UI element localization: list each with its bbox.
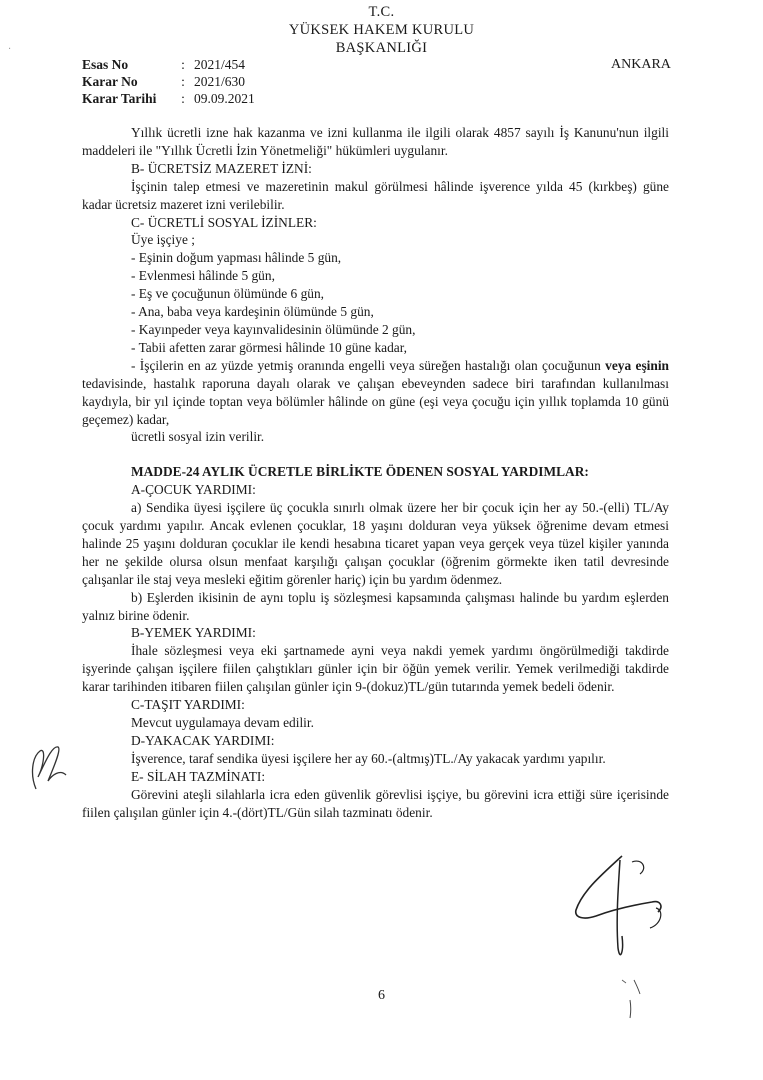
list-item: - Evlenmesi hâlinde 5 gün, (131, 268, 275, 284)
list-item: - Eş ve çocuğunun ölümünde 6 gün, (131, 286, 325, 302)
page-number: 6 (378, 988, 385, 1003)
meta-label: Karar Tarihi (82, 91, 157, 106)
list-item: - Tabii afetten zarar görmesi hâlinde 10 güne kadar, (131, 339, 408, 355)
meta-value: 2021/454 (194, 57, 246, 72)
meta-row (82, 56, 255, 73)
text-span: - İşçilerin en az yüzde yetmiş oranında engelli veya süreğen hastalığı olan çocuğunun (131, 357, 606, 373)
meta-row (82, 73, 255, 90)
unpaid-leave-paragraph: İşçinin talep etmesi ve mazeretinin makul görülmesi hâlinde işverence yılda 45 (kırkbeş) güne kadar ücretsiz mazeret izni verilebilir. (82, 178, 669, 212)
spacer (82, 446, 669, 463)
heading-unpaid-leave: B- ÜCRETSİZ MAZERET İZNİ: (131, 160, 312, 176)
meta-label: Esas No (82, 57, 129, 72)
text-span: tedavisinde, hastalık raporuna dayalı olarak ve çalışan ebeveynden sadece biri tarafından kullanılması kaydıyla, bir yıl içinde toptan veya bölümler hâlinde on güne (eşi veya çocuğu için yıllık toplamda 10 günü geçemez) kadar, (82, 375, 669, 427)
intro-paragraph: Yıllık ücretli izne hak kazanma ve izni kullanma ile ilgili olarak 4857 sayılı İş Kanunu'nun ilgili maddeleri ile "Yıllık Ücretli İzin Yönetmeliği" hükümleri uygulanır. (82, 125, 669, 158)
social-leave-lead: Üye işçiye ; (131, 232, 195, 248)
transport-allowance-paragraph: Mevcut uygulamaya devam edilir. (131, 715, 314, 730)
heading-transport-allowance: C-TAŞIT YARDIMI: (131, 697, 245, 713)
meta-value: 09.09.2021 (194, 91, 255, 106)
meta-sep: : (181, 74, 185, 89)
meta-value: 2021/630 (194, 74, 246, 89)
meta-label: Karar No (82, 74, 138, 89)
case-meta (82, 56, 255, 107)
article-24-heading: MADDE-24 AYLIK ÜCRETLE BİRLİKTE ÖDENEN SOSYAL YARDIMLAR: (131, 464, 589, 480)
meta-row (82, 90, 255, 107)
weapon-compensation-paragraph: Görevini ateşli silahlarla icra eden güvenlik görevlisi işçiye, bu görevini icra ettiği süre içerisinde fiilen çalışılan günler için 4.-(dört)TL/Gün silah tazminatı ödenir. (82, 786, 669, 820)
heading-weapon-compensation: E- SİLAH TAZMİNATI: (131, 768, 266, 784)
child-allowance-paragraph-b: b) Eşlerden ikisinin de aynı toplu iş sözleşmesi kapsamında çalışması halinde bu yardım eşlerden yalnız birine ödenir. (82, 589, 669, 623)
list-item: - Kayınpeder veya kayınvalidesinin ölümünde 2 gün, (131, 321, 416, 337)
child-allowance-paragraph-a: a) Sendika üyesi işçilere üç çocukla sınırlı olmak üzere her bir çocuk için her ay 50.-(elli) TL/Ay çocuk yardımı yapılır. Ancak evlenen çocuklar, 18 yaşını dolduran veya yüksek öğrenime devam etmesi halinde 25 yaşını dolduran çocuklar ile kendi hesabına ticaret yapan veya gerçek veya tüzel kişiler yanında her ne şekilde olursa olsun menfaat karşılığı çalışan çocuklar (öğrenim görmekte iken tatil devresinde çalışanlar ile staj veya mesleki eğitim görenler hariç) için bu yardım ödenmez. (82, 500, 669, 587)
meal-allowance-paragraph: İhale sözleşmesi veya eki şartnamede ayni veya nakdi yemek yardımı öngörülmediği takdirde işyerinde çalışan işçilere fiilen çalıştıkları günler için bir öğün yemek verilir. Yemek verilmediği takdirde karar tarihinden itibaren fiilen çalışılan günler için 9-(dokuz)TL/gün tutarında yemek bedeli ödenir. (82, 643, 669, 695)
header-tc: T.C. (368, 4, 395, 20)
scan-speck: · (8, 44, 12, 55)
fuel-allowance-paragraph: İşverence, taraf sendika üyesi işçilere her ay 60.-(altmış)TL./Ay yakacak yardımı yapılır. (131, 750, 606, 766)
meta-sep: : (181, 57, 185, 72)
document-body (82, 124, 669, 821)
social-leave-end: ücretli sosyal izin verilir. (131, 429, 265, 445)
header-office: BAŞKANLIĞI (335, 40, 428, 56)
heading-meal-allowance: B-YEMEK YARDIMI: (131, 625, 256, 641)
list-item-disabled-child (82, 357, 669, 429)
heading-fuel-allowance: D-YAKACAK YARDIMI: (131, 732, 275, 748)
list-item: - Eşinin doğum yapması hâlinde 5 gün, (131, 250, 342, 266)
list-item: - Ana, baba veya kardeşinin ölümünde 5 gün, (131, 304, 374, 320)
header-institution: YÜKSEK HAKEM KURULU (288, 22, 475, 38)
initials-signature-left (22, 735, 72, 795)
city-label: ANKARA (611, 57, 671, 72)
bold-span: veya eşinin (605, 357, 669, 373)
heading-paid-social-leave: C- ÜCRETLİ SOSYAL İZİNLER: (131, 214, 317, 230)
heading-child-allowance: A-ÇOCUK YARDIMI: (131, 482, 256, 498)
meta-sep: : (181, 91, 185, 106)
